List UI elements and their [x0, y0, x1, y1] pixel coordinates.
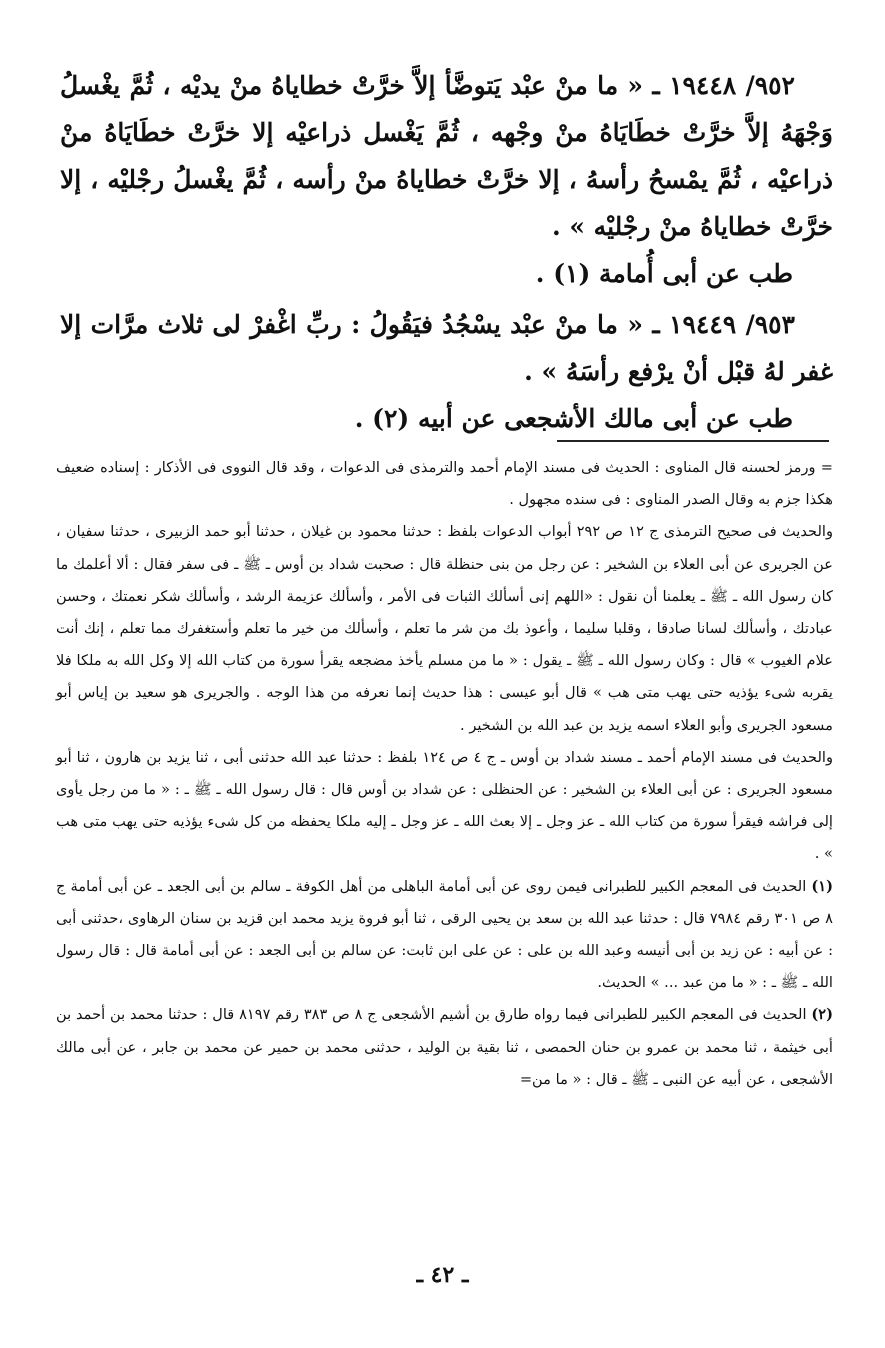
footnotes — [56, 452, 833, 1096]
hadith-953: ٩٥٣/ ١٩٤٤٩ ـ « ما منْ عبْد يسْجُدُ فيَقُولُ : ربِّ اغْفرْ لى ثلاث مرَّات إلا غفر لهُ قبْل أنْ يرْفع رأسَهُ » . — [60, 310, 833, 386]
footnote-1-number: (١) — [811, 877, 834, 895]
footnote-separator — [557, 440, 829, 442]
main-text — [60, 62, 833, 442]
footnote-musnad: والحديث فى مسند الإمام أحمد ـ مسند شداد بن أوس ـ ج ٤ ص ١٢٤ بلفظ : حدثنا عبد الله حدثنى أبى ، ثنا يزيد بن هارون ، ثنا أبو مسعود الجريرى : عن أبى العلاء بن الشخير : عن الحنظلى : عن شداد بن أوس قال : قال رسول الله ـ ﷺ ـ : « ما من رجل يأوى إلى فراشه فيقرأ سورة من كتاب الله ـ عز وجل ـ إلا بعث الله ـ عز وجل ـ إليه ملكا يحفظه من كل شىء يؤذيه حتى يهب متى هب » . — [56, 748, 834, 863]
footnote-1 — [56, 871, 833, 1000]
footnote-1-text: الحديث فى المعجم الكبير للطبرانى فيمن روى عن أبى أمامة الباهلى من أهل الكوفة ـ سالم بن أبى الجعد ـ عن أبى أمامة ج ٨ ص ٣٠١ رقم ٧٩٨٤ قال : حدثنا عبد الله بن سعد بن يحيى الرقى ، ثنا أبو فروة يزيد محمد ابن قزيد بن سنان الرهاوى ،حدثنى أبى : عن أبيه : عن زيد بن أبى أنيسه وعبد الله بن على : عن على ابن ثابت: عن سالم بن أبى الجعد : عن أبى أمامة قال : قال رسول الله ـ ﷺ ـ : « ما من عبد ... » الحديث. — [56, 877, 833, 992]
footnote-tirmidhi: والحديث فى صحيح الترمذى ج ١٢ ص ٢٩٢ أبواب الدعوات بلفظ : حدثنا محمود بن غيلان ، حدثنا أبو حمد الزبيرى ، حدثنا سفيان ، عن الجريرى عن أبى العلاء بن الشخير : عن رجل من بنى حنظلة قال : صحبت شداد بن أوس ـ ﷺ ـ فى سفر فقال : ألا أعلمك ما كان رسول الله ـ ﷺ ـ يعلمنا أن نقول : «اللهم إنى أسألك الثبات فى الأمر ، وأسألك عزيمة الرشد ، وأسألك شكر نعمتك ، وحسن عبادتك ، وأسألك لسانا صادقا ، وقلبا سليما ، وأعوذ بك من شر ما تعلم ، وأسألك من خير ما تعلم وأستغفرك مما تعلم ، إنك أنت علام الغيوب » قال : وكان رسول الله ـ ﷺ ـ يقول : « ما من مسلم يأخذ مضجعه يقرأ سورة من كتاب الله إلا وكل الله به ملكا فلا يقربه شىء يؤذيه حتى يهب متى هب » قال أبو عيسى : هذا حديث إنما نعرفه من هذا الوجه . والجريرى هو سعيد بن إياس أبو مسعود الجريرى وأبو العلاء اسمه يزيد بن عبد الله بن الشخير . — [56, 523, 833, 734]
footnote-2 — [56, 999, 833, 1096]
footnote-2-number: (٢) — [811, 1006, 834, 1024]
hadith-952-source: طب عن أبى أُمامة (١) . — [535, 259, 793, 288]
hadith-952: ٩٥٢/ ١٩٤٤٨ ـ « ما منْ عبْد يَتوضَّأ إلاَّ خرَّتْ خطاياهُ منْ يديْه ، ثُمَّ يغْسلُ وَجْهَهُ إلاَّ خرَّتْ خطَايَاهُ منْ وجْهه ، ثُمَّ يَغْسل ذراعيْه إلا خرَّتْ خطَايَاهُ منْ ذراعيْه ، ثُمَّ يمْسحُ رأسهُ ، إلا خرَّتْ خطاياهُ منْ رأسه ، ثُمَّ يغْسلُ رجْليْه ، إلا خرَّتْ خطاياهُ منْ رجْليْه » . — [60, 71, 833, 241]
footnote-continuation: = ورمز لحسنه قال المناوى : الحديث فى مسند الإمام أحمد والترمذى فى الدعوات ، وقد قال النووى فى الأذكار : إسناده ضعيف هكذا جزم به وقال الصدر المناوى : فى سنده مجهول . — [56, 459, 833, 509]
page-number: ـ ٤٢ ـ — [416, 1262, 469, 1288]
hadith-953-source: طب عن أبى مالك الأشجعى عن أبيه (٢) . — [354, 404, 793, 433]
footnote-2-text: الحديث فى المعجم الكبير للطبرانى فيما رواه طارق بن أشيم الأشجعى ج ٨ ص ٣٨٣ رقم ٨١٩٧ قال : حدثنا محمد بن أحمد بن أبى خيثمة ، ثنا محمد بن عمرو بن حنان الحمصى ، ثنا بقية بن الوليد ، حدثنى محمد بن حمير عن محمد بن جابر ، عن أبى مالك الأشجعى ، عن أبيه عن النبى ـ ﷺ ـ قال : « ما من= — [56, 1006, 833, 1088]
